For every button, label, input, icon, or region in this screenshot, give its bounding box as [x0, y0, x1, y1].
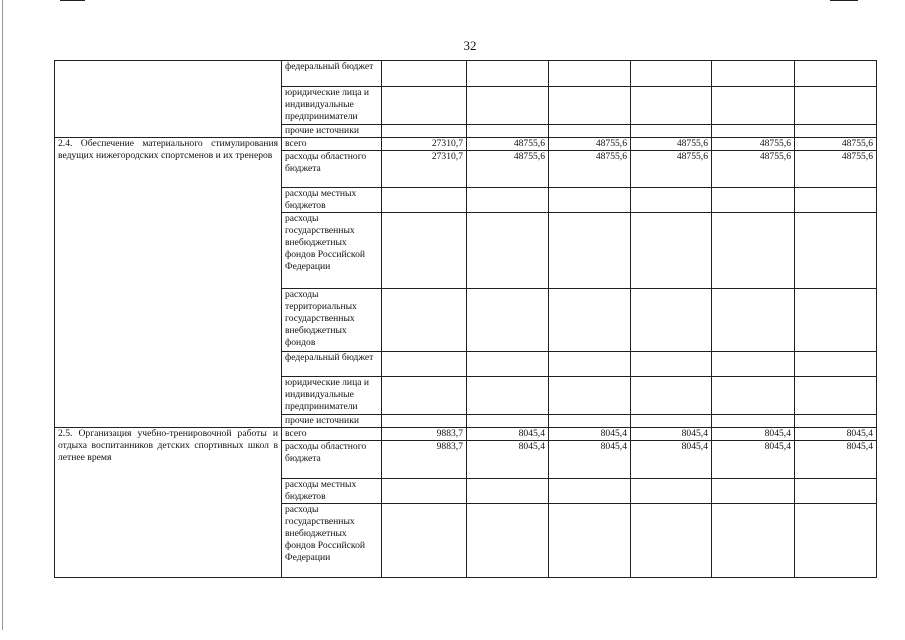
page-number: 32 [463, 38, 477, 53]
amount-cell: 8045,4 [712, 428, 795, 441]
amount-cell [467, 377, 549, 415]
amount-cell: 8045,4 [631, 441, 712, 479]
amount-cell [467, 61, 549, 87]
amount-cell: 8045,4 [631, 428, 712, 441]
amount-cell [712, 352, 795, 377]
scan-edge-mark [2, 0, 3, 630]
amount-cell [631, 415, 712, 428]
funding-source-cell: всего [282, 138, 382, 151]
amount-cell [795, 377, 877, 415]
funding-source-cell: расходы государственных внебюджетных фондов Российской Федерации [282, 213, 382, 289]
amount-cell [631, 504, 712, 578]
amount-cell [631, 61, 712, 87]
amount-cell: 48755,6 [795, 151, 877, 188]
amount-cell [712, 213, 795, 289]
amount-cell [549, 504, 631, 578]
amount-cell [382, 188, 467, 213]
funding-source-cell: федеральный бюджет [282, 61, 382, 87]
amount-cell: 8045,4 [712, 441, 795, 479]
funding-source-cell: расходы областного бюджета [282, 441, 382, 479]
amount-cell [795, 188, 877, 213]
item-description-cell: 2.4. Обеспечение материального стимулирования ведущих нижегородских спортсменов и их тренеров [55, 138, 282, 428]
amount-cell [712, 289, 795, 352]
amount-cell: 48755,6 [712, 138, 795, 151]
amount-cell [382, 415, 467, 428]
funding-source-cell: расходы областного бюджета [282, 151, 382, 188]
amount-cell [795, 289, 877, 352]
amount-cell [467, 87, 549, 125]
amount-cell: 48755,6 [549, 151, 631, 188]
amount-cell [382, 87, 467, 125]
amount-cell [467, 479, 549, 504]
amount-cell [712, 125, 795, 138]
amount-cell [795, 415, 877, 428]
funding-source-cell: расходы местных бюджетов [282, 188, 382, 213]
amount-cell [631, 479, 712, 504]
amount-cell [382, 352, 467, 377]
amount-cell [549, 415, 631, 428]
amount-cell: 8045,4 [795, 428, 877, 441]
amount-cell [631, 289, 712, 352]
item-description-cell [55, 61, 282, 138]
amount-cell: 9883,7 [382, 441, 467, 479]
amount-cell [795, 479, 877, 504]
amount-cell [631, 87, 712, 125]
amount-cell: 8045,4 [549, 428, 631, 441]
item-description-cell: 2.5. Организация учебно-тренировочной работы и отдыха воспитанников детских спортивных школ в летнее время [55, 428, 282, 578]
amount-cell: 8045,4 [467, 428, 549, 441]
funding-source-cell: федеральный бюджет [282, 352, 382, 377]
amount-cell: 48755,6 [549, 138, 631, 151]
amount-cell [382, 504, 467, 578]
amount-cell [631, 352, 712, 377]
amount-cell [467, 213, 549, 289]
funding-source-cell: расходы местных бюджетов [282, 479, 382, 504]
funding-source-cell: расходы территориальных государственных внебюджетных фондов [282, 289, 382, 352]
amount-cell [795, 504, 877, 578]
amount-cell [549, 87, 631, 125]
table-row [55, 428, 877, 441]
amount-cell [549, 188, 631, 213]
amount-cell [712, 415, 795, 428]
amount-cell [712, 61, 795, 87]
amount-cell [382, 213, 467, 289]
table-row [55, 138, 877, 151]
amount-cell: 48755,6 [467, 138, 549, 151]
amount-cell: 48755,6 [712, 151, 795, 188]
amount-cell [549, 377, 631, 415]
amount-cell: 48755,6 [631, 151, 712, 188]
scan-edge-mark [830, 0, 858, 1]
amount-cell [712, 504, 795, 578]
amount-cell [467, 504, 549, 578]
amount-cell [712, 377, 795, 415]
funding-source-cell: юридические лица и индивидуальные предприниматели [282, 377, 382, 415]
amount-cell [712, 479, 795, 504]
amount-cell [795, 87, 877, 125]
amount-cell [795, 213, 877, 289]
amount-cell [549, 125, 631, 138]
funding-source-cell: юридические лица и индивидуальные предприниматели [282, 87, 382, 125]
amount-cell [382, 289, 467, 352]
amount-cell [795, 352, 877, 377]
amount-cell: 8045,4 [795, 441, 877, 479]
amount-cell [467, 352, 549, 377]
amount-cell [549, 479, 631, 504]
funding-source-cell: прочие источники [282, 415, 382, 428]
amount-cell [467, 415, 549, 428]
amount-cell: 27310,7 [382, 138, 467, 151]
amount-cell: 8045,4 [467, 441, 549, 479]
amount-cell [467, 125, 549, 138]
amount-cell: 48755,6 [631, 138, 712, 151]
program-funding-table [54, 60, 877, 578]
amount-cell [549, 61, 631, 87]
amount-cell [631, 188, 712, 213]
amount-cell [467, 188, 549, 213]
amount-cell [795, 61, 877, 87]
table-row [55, 61, 877, 87]
amount-cell: 9883,7 [382, 428, 467, 441]
funding-source-cell: всего [282, 428, 382, 441]
amount-cell [631, 377, 712, 415]
amount-cell [382, 377, 467, 415]
amount-cell: 8045,4 [549, 441, 631, 479]
amount-cell [712, 188, 795, 213]
amount-cell: 48755,6 [467, 151, 549, 188]
amount-cell [382, 479, 467, 504]
amount-cell [549, 352, 631, 377]
amount-cell: 27310,7 [382, 151, 467, 188]
funding-source-cell: расходы государственных внебюджетных фондов Российской Федерации [282, 504, 382, 578]
amount-cell [549, 213, 631, 289]
amount-cell [631, 125, 712, 138]
amount-cell [467, 289, 549, 352]
amount-cell: 48755,6 [795, 138, 877, 151]
amount-cell [382, 125, 467, 138]
amount-cell [382, 61, 467, 87]
amount-cell [549, 289, 631, 352]
amount-cell [795, 125, 877, 138]
amount-cell [631, 213, 712, 289]
amount-cell [712, 87, 795, 125]
funding-source-cell: прочие источники [282, 125, 382, 138]
scan-edge-mark [60, 0, 85, 1]
